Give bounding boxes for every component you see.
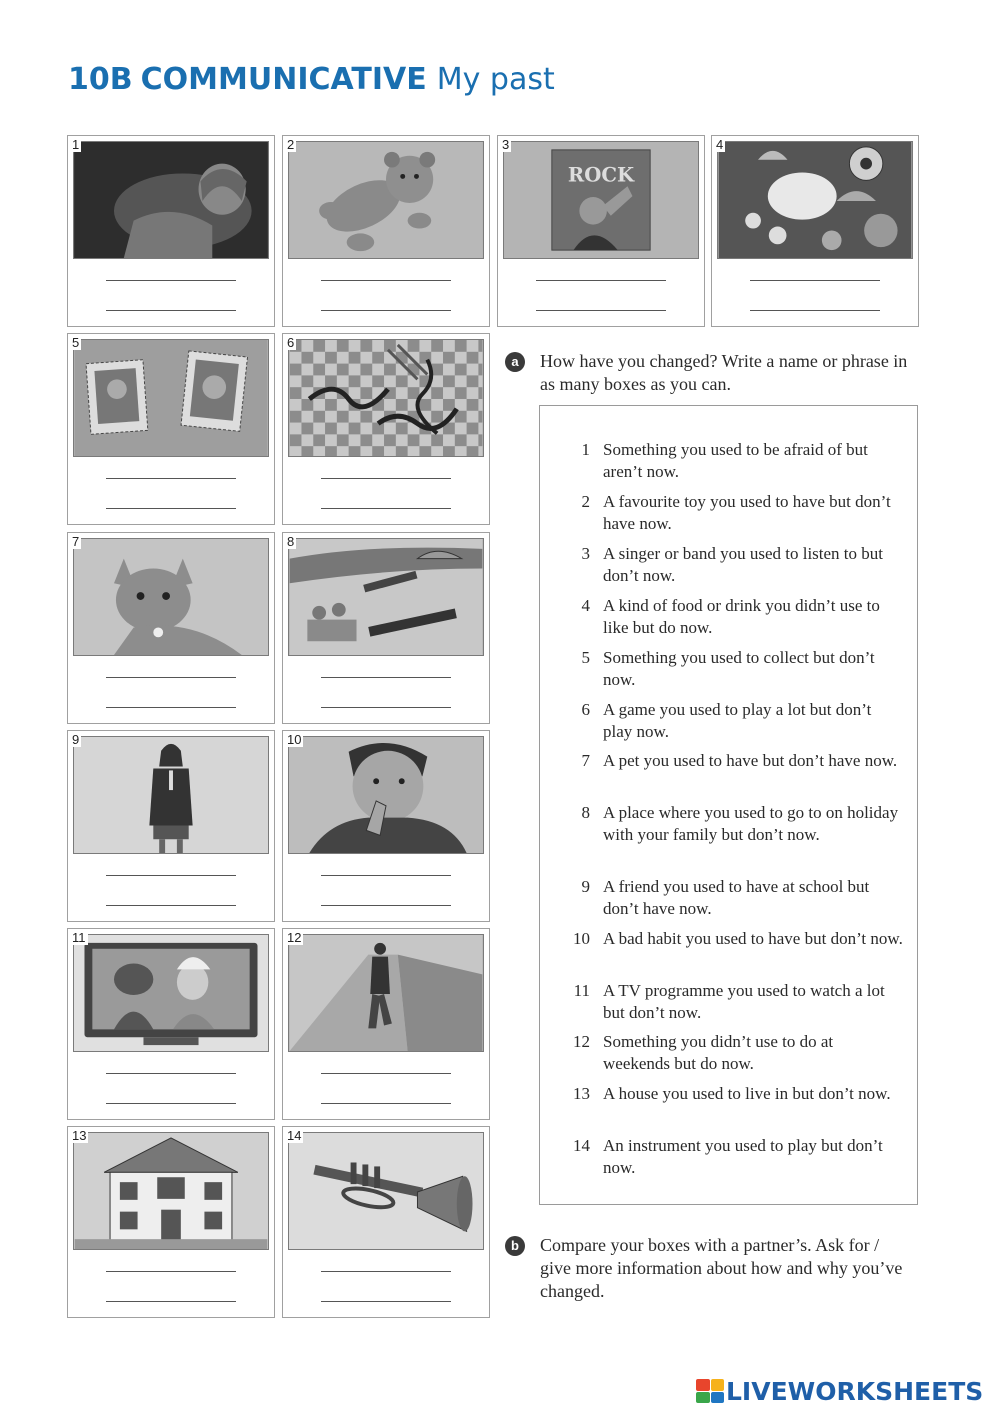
house-illustration [74, 1133, 268, 1249]
teddy-bear-illustration [289, 142, 483, 258]
item-number: 11 [573, 981, 590, 1000]
stamp-collection-illustration [74, 340, 268, 456]
page-title [68, 62, 555, 97]
answer-line[interactable] [321, 1073, 451, 1074]
box-number: 4 [716, 137, 724, 152]
cat-picture [73, 538, 269, 656]
box-number: 8 [287, 534, 295, 549]
item-text: A place where you used to go to on holiday with your family but don’t now. [603, 803, 899, 844]
badge-square-red [696, 1379, 710, 1391]
item-text: A TV programme you used to watch a lot but don’t now. [603, 981, 885, 1022]
item-text: A house you used to live in but don’t now. [603, 1084, 891, 1103]
picture-box-13 [67, 1126, 275, 1318]
item-number: 10 [573, 929, 590, 948]
badge-square-yellow [711, 1379, 725, 1391]
item-number: 7 [581, 751, 590, 770]
item-text: A favourite toy you used to have but don’t have now. [603, 492, 891, 533]
mushrooms-and-food-illustration [718, 142, 912, 258]
item-text: A bad habit you used to have but don’t now. [603, 929, 903, 948]
badge-square-green [696, 1392, 710, 1404]
answer-line[interactable] [321, 478, 451, 479]
item-number: 4 [581, 596, 590, 615]
instrument-picture [288, 1132, 484, 1250]
schoolgirl-illustration [74, 737, 268, 853]
teddy-bear-picture [288, 141, 484, 259]
answer-line[interactable] [106, 905, 236, 906]
unit-code: 10B [68, 62, 133, 97]
item-number: 6 [581, 700, 590, 719]
picture-box-14 [282, 1126, 490, 1318]
liveworksheets-logo[interactable] [696, 1378, 983, 1404]
answer-line[interactable] [106, 478, 236, 479]
item-text: A pet you used to have but don’t have now. [603, 751, 898, 770]
answer-line[interactable] [321, 1271, 451, 1272]
picture-box-8 [282, 532, 490, 724]
badge-square-blue [711, 1392, 725, 1404]
house-picture [73, 1132, 269, 1250]
item-text: Something you didn’t use to do at weekends but do now. [603, 1032, 834, 1073]
box-number: 2 [287, 137, 295, 152]
item-text: A singer or band you used to listen to but don’t now. [603, 544, 884, 585]
item-number: 13 [573, 1084, 590, 1103]
logo-badge-icon [696, 1379, 724, 1403]
scared-child-illustration [74, 142, 268, 258]
snakes-and-ladders-picture [288, 339, 484, 457]
box-number: 5 [72, 335, 80, 350]
answer-line[interactable] [106, 875, 236, 876]
box-number: 7 [72, 534, 80, 549]
item-number: 8 [581, 803, 590, 822]
answer-line[interactable] [321, 508, 451, 509]
answer-line[interactable] [750, 280, 880, 281]
answer-line[interactable] [321, 280, 451, 281]
answer-line[interactable] [321, 1301, 451, 1302]
answer-line[interactable] [106, 707, 236, 708]
box-number: 10 [287, 732, 302, 747]
answer-line[interactable] [321, 905, 451, 906]
answer-line[interactable] [106, 280, 236, 281]
answer-line[interactable] [106, 1103, 236, 1104]
trumpet-illustration [289, 1133, 483, 1249]
section-a-instruction: How have you changed? Write a name or phrase in as many boxes as you can. [540, 351, 908, 394]
beach-loungers-illustration [289, 539, 483, 655]
answer-line[interactable] [106, 1301, 236, 1302]
rock-album-picture [503, 141, 699, 259]
album-title-text: ROCK [567, 163, 635, 187]
item-number: 5 [581, 648, 590, 667]
box-number: 1 [72, 137, 80, 152]
nail-biting-boy-illustration [289, 737, 483, 853]
food-picture [717, 141, 913, 259]
answer-line[interactable] [106, 677, 236, 678]
jogger-on-path-illustration [289, 935, 483, 1051]
answer-line[interactable] [106, 1271, 236, 1272]
box-number: 14 [287, 1128, 302, 1143]
picture-box-3 [497, 135, 705, 327]
box-number: 6 [287, 335, 295, 350]
answer-line[interactable] [106, 310, 236, 311]
item-number: 14 [573, 1136, 590, 1155]
picture-box-9 [67, 730, 275, 922]
item-text: A friend you used to have at school but don’t have now. [603, 877, 870, 918]
answer-line[interactable] [321, 310, 451, 311]
unit-kind: COMMUNICATIVE [140, 62, 427, 97]
picture-box-1 [67, 135, 275, 327]
item-text: Something you used to be afraid of but aren’t now. [603, 440, 868, 481]
box-number: 13 [72, 1128, 87, 1143]
answer-line[interactable] [536, 310, 666, 311]
answer-line[interactable] [321, 707, 451, 708]
item-text: A kind of food or drink you didn’t use to like but do now. [603, 596, 880, 637]
item-number: 12 [573, 1032, 590, 1051]
tv-programme-picture [73, 934, 269, 1052]
item-number: 1 [581, 440, 590, 459]
answer-line[interactable] [321, 875, 451, 876]
item-text: An instrument you used to play but don’t now. [603, 1136, 883, 1177]
item-text: A game you used to play a lot but don’t play now. [603, 700, 872, 741]
picture-box-2 [282, 135, 490, 327]
rock-album-illustration [504, 142, 698, 258]
picture-box-5 [67, 333, 275, 525]
box-number: 11 [72, 930, 86, 945]
item-number: 3 [581, 544, 590, 563]
logo-wordmark: LIVEWORKSHEETS [726, 1376, 984, 1406]
box-number: 3 [502, 137, 510, 152]
section-b-instruction: Compare your boxes with a partner’s. Ask for / give more information about how and why you’ve changed. [540, 1235, 903, 1301]
television-puppets-illustration [74, 935, 268, 1051]
picture-box-10 [282, 730, 490, 922]
picture-box-11 [67, 928, 275, 1120]
dark-bedroom-picture [73, 141, 269, 259]
picture-box-6 [282, 333, 490, 525]
item-text: Something you used to collect but don’t now. [603, 648, 875, 689]
item-number: 2 [581, 492, 590, 511]
answer-line[interactable] [321, 677, 451, 678]
picture-box-4 [711, 135, 919, 327]
running-picture [288, 934, 484, 1052]
box-number: 12 [287, 930, 302, 945]
beach-holiday-picture [288, 538, 484, 656]
stamps-picture [73, 339, 269, 457]
picture-box-7 [67, 532, 275, 724]
answer-line[interactable] [321, 1103, 451, 1104]
unit-subtitle: My past [436, 62, 555, 97]
cat-illustration [74, 539, 268, 655]
section-a-bullet: a [505, 352, 525, 372]
answer-line[interactable] [106, 508, 236, 509]
answer-line[interactable] [536, 280, 666, 281]
item-number: 9 [581, 877, 590, 896]
answer-line[interactable] [750, 310, 880, 311]
answer-line[interactable] [106, 1073, 236, 1074]
section-b-bullet: b [505, 1236, 525, 1256]
bad-habit-picture [288, 736, 484, 854]
picture-box-12 [282, 928, 490, 1120]
box-number: 9 [72, 732, 80, 747]
snakes-and-ladders-illustration [289, 340, 483, 456]
school-friend-picture [73, 736, 269, 854]
prompt-list-box [539, 405, 918, 1205]
